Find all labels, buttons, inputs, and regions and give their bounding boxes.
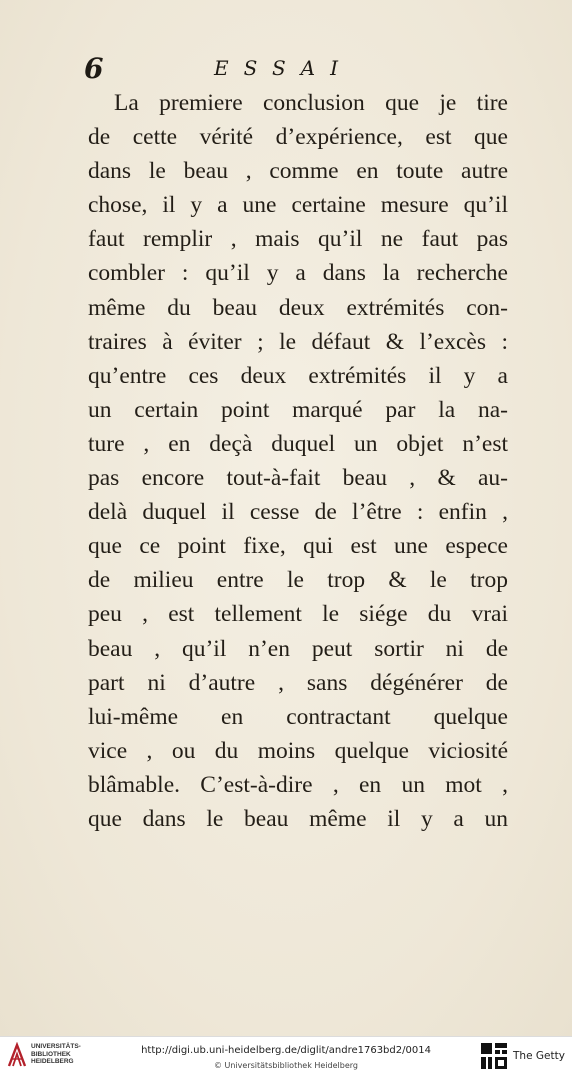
text-line: même du beau deux extrémités con- bbox=[88, 294, 508, 321]
copyright-notice: © Universitätsbibliothek Heidelberg bbox=[213, 1061, 358, 1070]
text-line: lui-même en contractant quelque bbox=[88, 703, 508, 730]
library-name-line: BIBLIOTHEK bbox=[31, 1050, 71, 1058]
text-line: de milieu entre le trop & le trop bbox=[88, 567, 508, 594]
text-line: de cette vérité d’expérience, est que bbox=[88, 124, 508, 151]
text-line: vice , ou du moins quelque viciosité bbox=[88, 737, 508, 764]
library-name-line: HEIDELBERG bbox=[31, 1058, 74, 1065]
page-number: 6 bbox=[84, 52, 104, 85]
running-head: ESSAI bbox=[214, 56, 353, 80]
body-text bbox=[88, 86, 508, 836]
text-line: delà duquel il cesse de l’être : enfin , bbox=[88, 499, 508, 526]
text-line: pas encore tout-à-fait beau , & au- bbox=[88, 465, 508, 492]
text-line: chose, il y a une certaine mesure qu’il bbox=[88, 192, 508, 219]
text-line: La premiere conclusion que je tire bbox=[114, 90, 508, 116]
text-line: peu , est tellement le siége du vrai bbox=[88, 601, 508, 628]
text-line: dans le beau , comme en toute autre bbox=[88, 158, 508, 185]
text-line: traires à éviter ; le défaut & l’excès : bbox=[88, 328, 508, 355]
text-line: beau , qu’il n’en peut sortir ni de bbox=[88, 635, 508, 662]
text-line: un certain point marqué par la na- bbox=[88, 396, 508, 423]
text-line: que dans le beau même il y a un bbox=[88, 805, 508, 832]
text-line: part ni d’autre , sans dégénérer de bbox=[88, 669, 508, 696]
getty-label: The Getty bbox=[513, 1050, 565, 1062]
getty-logo-icon bbox=[481, 1043, 507, 1069]
text-line: que ce point fixe, qui est une espece bbox=[88, 533, 508, 560]
document-url-link[interactable]: http://digi.ub.uni-heidelberg.de/diglit/andre1763bd2/0014 bbox=[141, 1045, 431, 1056]
text-line: faut remplir , mais qu’il ne faut pas bbox=[88, 226, 508, 253]
footer-bar bbox=[0, 1036, 572, 1078]
text-line: ture , en deçà duquel un objet n’est bbox=[88, 430, 508, 457]
text-line: qu’entre ces deux extrémités il y a bbox=[88, 362, 508, 389]
text-line: blâmable. C’est-à-dire , en un mot , bbox=[88, 771, 508, 798]
text-line: combler : qu’il y a dans la recherche bbox=[88, 260, 508, 287]
library-name-line: UNIVERSITÄTS- bbox=[31, 1043, 81, 1050]
